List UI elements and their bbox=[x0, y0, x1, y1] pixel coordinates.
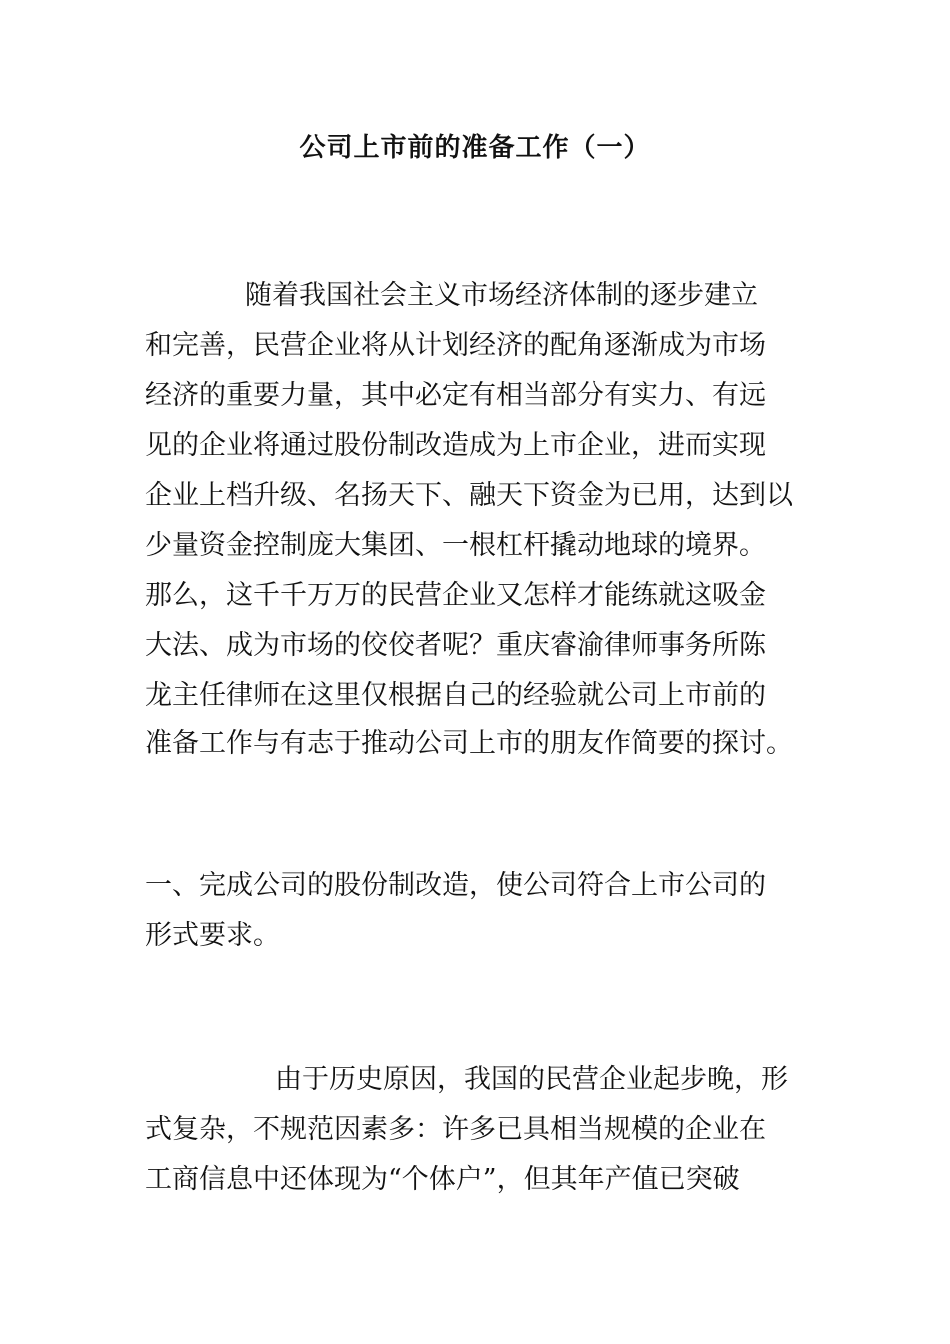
paragraph-line: 见的企业将通过股份制改造成为上市企业，进而实现 bbox=[145, 430, 766, 461]
paragraph-line: 大法、成为市场的佼佼者呢？重庆睿渝律师事务所陈 bbox=[145, 630, 766, 661]
paragraph-line: 式复杂，不规范因素多：许多已具相当规模的企业在 bbox=[145, 1114, 766, 1145]
paragraph-line: 工商信息中还体现为“个体户”，但其年产值已突破 bbox=[145, 1164, 740, 1195]
paragraph-line: 那么，这千千万万的民营企业又怎样才能练就这吸金 bbox=[145, 580, 766, 611]
section-heading-line: 一、完成公司的股份制改造，使公司符合上市公司的 bbox=[145, 870, 766, 901]
paragraph-line: 准备工作与有志于推动公司上市的朋友作简要的探讨。 bbox=[145, 728, 793, 759]
document-title: 公司上市前的准备工作（一） bbox=[299, 133, 651, 163]
paragraph-line: 和完善，民营企业将从计划经济的配角逐渐成为市场 bbox=[145, 330, 766, 361]
paragraph-line: 随着我国社会主义市场经济体制的逐步建立 bbox=[245, 280, 758, 311]
paragraph-line: 由于历史原因，我国的民营企业起步晚，形 bbox=[275, 1064, 788, 1095]
paragraph-line: 企业上档升级、名扬天下、融天下资金为已用，达到以 bbox=[145, 480, 793, 511]
paragraph-line: 经济的重要力量，其中必定有相当部分有实力、有远 bbox=[145, 380, 766, 411]
section-heading-line: 形式要求。 bbox=[145, 920, 280, 951]
paragraph-line: 少量资金控制庞大集团、一根杠杆撬动地球的境界。 bbox=[145, 530, 766, 561]
paragraph-line: 龙主任律师在这里仅根据自己的经验就公司上市前的 bbox=[145, 680, 766, 711]
